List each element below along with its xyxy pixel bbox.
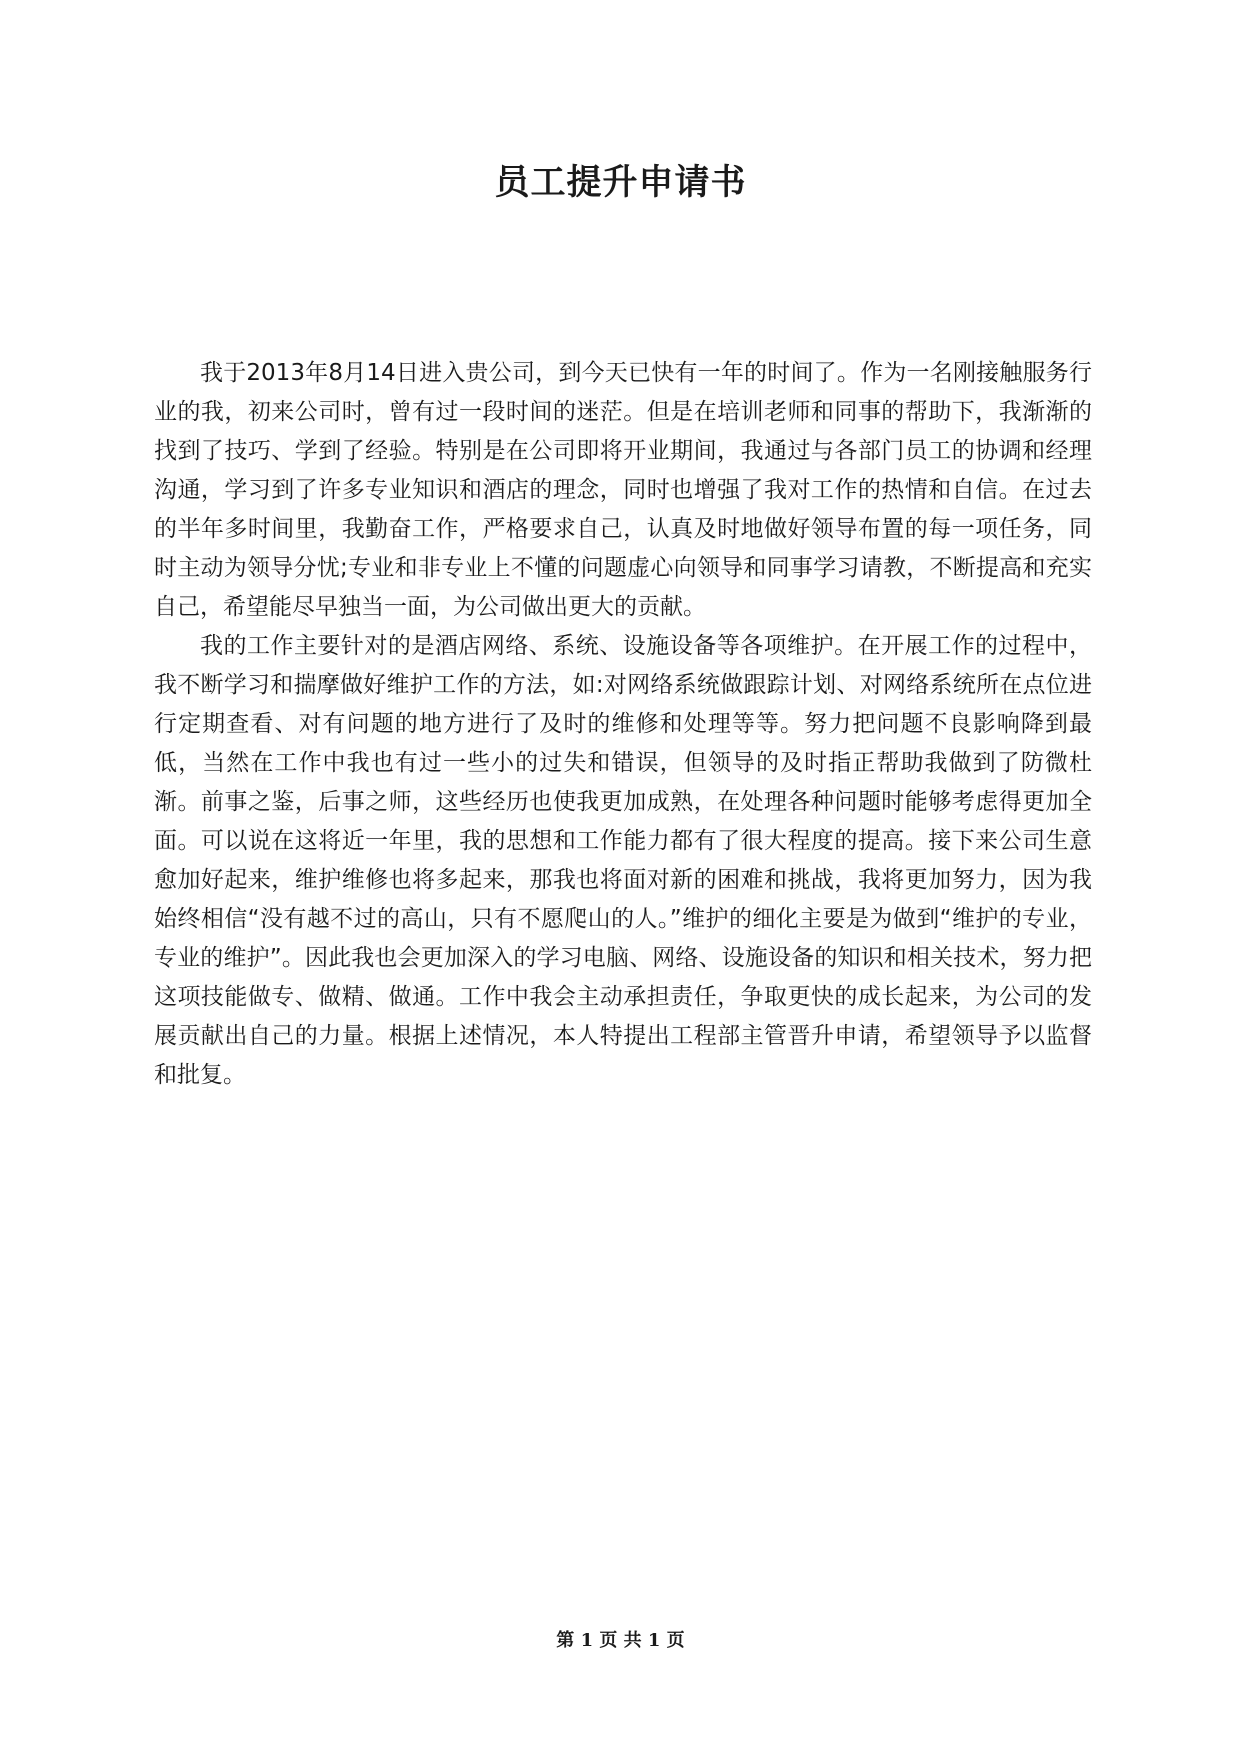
document-title: 员工提升申请书 [494,163,747,203]
paragraph-2: 我的工作主要针对的是酒店网络、系统、设施设备等各项维护。在开展工作的过程中，我不断学习和揣摩做好维护工作的方法，如:对网络系统做跟踪计划、对网络系统所在点位进行定期查看、对有问题的地方进行了及时的维修和处理等等。努力把问题不良影响降到最低，当然在工作中我也有过一些小的过失和错误，但领导的及时指正帮助我做到了防微杜渐。前事之鉴，后事之师，这些经历也使我更加成熟，在处理各种问题时能够考虑得更加全面。可以说在这将近一年里，我的思想和工作能力都有了很大程度的提高。接下来公司生意愈加好起来，维护维修也将多起来，那我也将面对新的困难和挑战，我将更加努力，因为我始终相信“没有越不过的高山，只有不愿爬山的人。”维护的细化主要是为做到“维护的专业，专业的维护”。因此我也会更加深入的学习电脑、网络、设施设备的知识和相关技术，努力把这项技能做专、做精、做通。工作中我会主动承担责任，争取更快的成长起来，为公司的发展贡献出自己的力量。根据上述情况，本人特提出工程部主管晋升申请，希望领导予以监督和批复。 [154,633,1092,1088]
paragraph-1: 我于2013年8月14日进入贵公司，到今天已快有一年的时间了。作为一名刚接触服务行业的我，初来公司时，曾有过一段时间的迷茫。但是在培训老师和同事的帮助下，我渐渐的找到了技巧、学到了经验。特别是在公司即将开业期间，我通过与各部门员工的协调和经理沟通，学习到了许多专业知识和酒店的理念，同时也增强了我对工作的热情和自信。在过去的半年多时间里，我勤奋工作，严格要求自己，认真及时地做好领导布置的每一项任务，同时主动为领导分忧;专业和非专业上不懂的问题虚心向领导和同事学习请教，不断提高和充实自己，希望能尽早独当一面，为公司做出更大的贡献。 [154,360,1092,620]
page-number-footer: 第 1 页 共 1 页 [556,1630,685,1651]
document-body [154,354,1092,1095]
